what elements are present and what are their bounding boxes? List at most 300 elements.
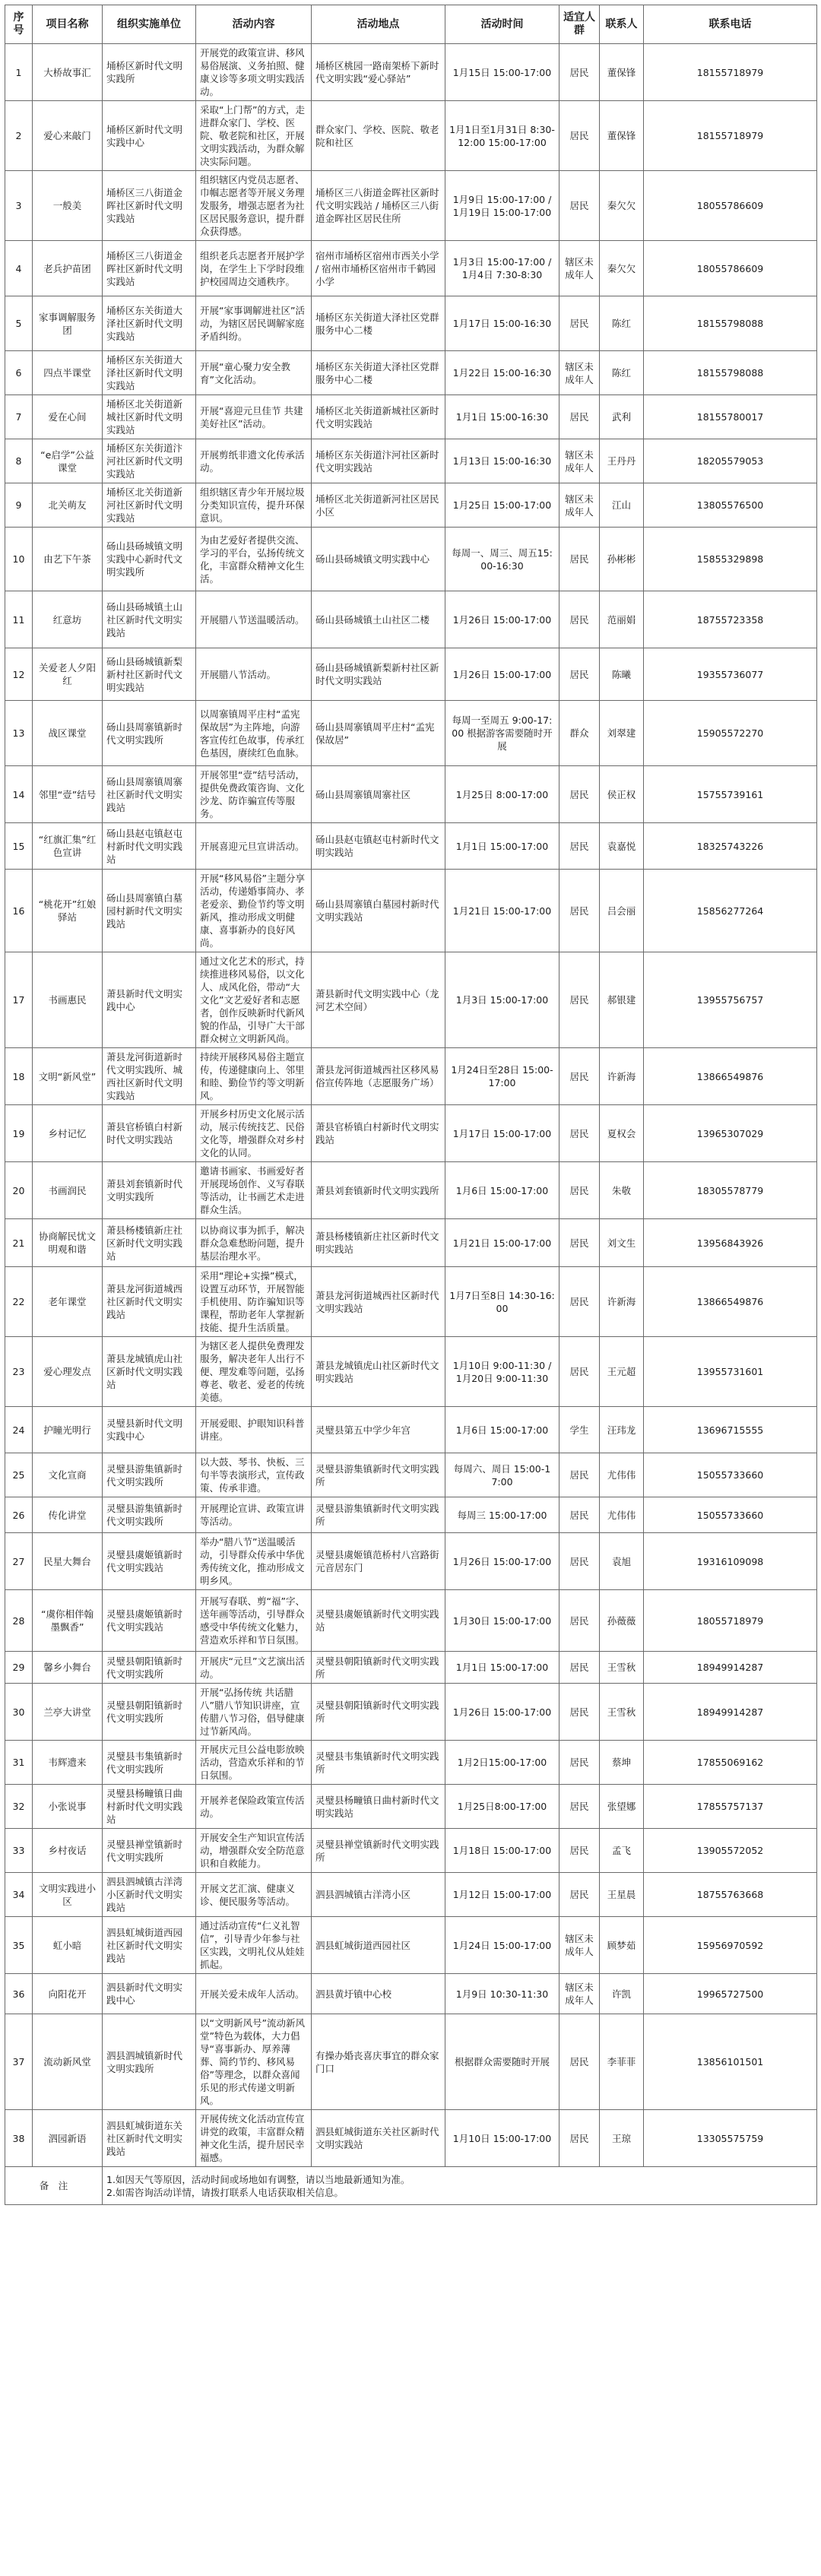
- project-name: 传化讲堂: [33, 1497, 103, 1533]
- row-number: 16: [5, 870, 33, 952]
- activity-place: 灵璧县虞姬镇新时代文明实践站: [312, 1590, 445, 1652]
- project-name: 邻里“壹”结号: [33, 766, 103, 823]
- activity-place: 群众家门、学校、医院、敬老院和社区: [312, 101, 445, 171]
- contact-person: 陈曦: [600, 648, 644, 701]
- project-name: 关爱老人夕阳红: [33, 648, 103, 701]
- activity-content: 持续开展移风易俗主题宣传，传递健康向上、邻里和睦、勤俭节约等文明新风。: [196, 1048, 312, 1105]
- row-number: 34: [5, 1873, 33, 1917]
- contact-phone[interactable]: 13696715555: [644, 1407, 817, 1453]
- table-row: [5, 439, 817, 483]
- contact-phone[interactable]: 15856277264: [644, 870, 817, 952]
- contact-person: 郝银建: [600, 952, 644, 1048]
- activity-content: 采用“理论+实操”模式，设置互动环节，开展智能手机使用、防诈骗知识等课程，帮助老年人掌握新技能、提升生活质量。: [196, 1267, 312, 1337]
- activity-place: 埇桥区东关街道大泽社区党群服务中心二楼: [312, 296, 445, 351]
- table-row: [5, 2014, 817, 2110]
- contact-phone[interactable]: 19316109098: [644, 1533, 817, 1590]
- organizer: 埇桥区东关街道大泽社区新时代文明实践站: [103, 296, 196, 351]
- project-name: 向阳花开: [33, 1974, 103, 2014]
- contact-phone[interactable]: 17855757137: [644, 1785, 817, 1829]
- activity-content: 采取“上门帮”的方式，走进群众家门、学校、医院、敬老院和社区，开展文明实践活动，为群众解决实际问题。: [196, 101, 312, 171]
- activity-content: 开展腊八节送温暖活动。: [196, 591, 312, 648]
- activity-place: 萧县龙河街道城西社区新时代文明实践站: [312, 1267, 445, 1337]
- activity-place: 埇桥区北关街道新河社区居民小区: [312, 483, 445, 528]
- table-row: [5, 1785, 817, 1829]
- table-row: [5, 395, 817, 439]
- activity-time: 1月2日15:00-17:00: [445, 1741, 559, 1785]
- row-number: 32: [5, 1785, 33, 1829]
- contact-phone[interactable]: 18055786609: [644, 241, 817, 296]
- activity-content: 为由艺爱好者提供交流、学习的平台，弘扬传统文化，丰富群众精神文化生活。: [196, 528, 312, 591]
- contact-person: 孙薇薇: [600, 1590, 644, 1652]
- row-number: 33: [5, 1829, 33, 1873]
- row-number: 24: [5, 1407, 33, 1453]
- activity-place: 埇桥区北关街道新城社区新时代文明实践站: [312, 395, 445, 439]
- project-name: 流动新风堂: [33, 2014, 103, 2110]
- activity-content: 开展“移风易俗”主题分享活动，传递婚事简办、孝老爱亲、勤俭节约等文明新风，推动形成文明健康、喜事新办的良好风尚。: [196, 870, 312, 952]
- contact-person: 范丽娟: [600, 591, 644, 648]
- activity-content: 举办“腊八节”送温暖活动，引导群众传承中华优秀传统文化，推动形成文明乡风。: [196, 1533, 312, 1590]
- target-people: 学生: [559, 1407, 600, 1453]
- activity-time: 1月24日至28日 15:00-17:00: [445, 1048, 559, 1105]
- activity-content: 开展庆元旦公益电影放映活动，营造欢乐祥和的节日氛围。: [196, 1741, 312, 1785]
- project-name: 爱心理发点: [33, 1337, 103, 1407]
- activity-time: 每周一、周三、周五15:00-16:30: [445, 528, 559, 591]
- activity-time: 1月17日 15:00-17:00: [445, 1105, 559, 1162]
- contact-person: 许新海: [600, 1048, 644, 1105]
- table-row: [5, 1453, 817, 1497]
- col-header-no: 序号: [5, 5, 33, 44]
- activity-place: 灵璧县游集镇新时代文明实践所: [312, 1497, 445, 1533]
- table-row: [5, 1590, 817, 1652]
- contact-person: 董保锋: [600, 101, 644, 171]
- table-row: [5, 1829, 817, 1873]
- project-name: 乡村夜话: [33, 1829, 103, 1873]
- contact-phone[interactable]: 18055786609: [644, 171, 817, 241]
- target-people: 居民: [559, 1048, 600, 1105]
- table-row: [5, 1917, 817, 1974]
- organizer: 灵璧县朝阳镇新时代文明实践所: [103, 1684, 196, 1741]
- target-people: 居民: [559, 1741, 600, 1785]
- activity-content: 开展养老保险政策宣传活动。: [196, 1785, 312, 1829]
- activity-place: 砀山县周寨镇周寨社区: [312, 766, 445, 823]
- organizer: 埇桥区北关街道新城社区新时代文明实践站: [103, 395, 196, 439]
- contact-person: 王雪秋: [600, 1652, 644, 1684]
- activity-time: 1月25日 8:00-17:00: [445, 766, 559, 823]
- contact-person: 蔡坤: [600, 1741, 644, 1785]
- activity-time: 1月10日 9:00-11:30 / 1月20日 9:00-11:30: [445, 1337, 559, 1407]
- activity-content: 以协商议事为抓手，解决群众急难愁盼问题，提升基层治理水平。: [196, 1219, 312, 1267]
- project-name: 兰亭大讲堂: [33, 1684, 103, 1741]
- contact-person: 张望娜: [600, 1785, 644, 1829]
- contact-person: 李菲菲: [600, 2014, 644, 2110]
- activity-place: 灵璧县游集镇新时代文明实践所: [312, 1453, 445, 1497]
- activity-time: 1月25日 15:00-17:00: [445, 483, 559, 528]
- contact-person: 刘文生: [600, 1219, 644, 1267]
- activity-place: 萧县刘套镇新时代文明实践所: [312, 1162, 445, 1219]
- activity-content: 开展理论宣讲、政策宣讲等活动。: [196, 1497, 312, 1533]
- organizer: 埇桥区新时代文明实践所: [103, 44, 196, 101]
- activity-place: 宿州市埇桥区宿州市西关小学 / 宿州市埇桥区宿州市千鹤园小学: [312, 241, 445, 296]
- organizer: 灵璧县禅堂镇新时代文明实践所: [103, 1829, 196, 1873]
- project-name: 由艺下午茶: [33, 528, 103, 591]
- note-line-2: 2.如需咨询活动详情，请拨打联系人电话获取相关信息。: [106, 2186, 344, 2198]
- activity-time: 1月15日 15:00-17:00: [445, 44, 559, 101]
- activity-content: 开展喜迎元旦宣讲活动。: [196, 823, 312, 870]
- activity-content: 组织辖区内党员志愿者、巾帼志愿者等开展义务理发服务，增强志愿者为社区居民服务意识，提升群众获得感。: [196, 171, 312, 241]
- organizer: 砀山县砀城镇文明实践中心新时代文明实践所: [103, 528, 196, 591]
- contact-person: 董保锋: [600, 44, 644, 101]
- organizer: 萧县龙河街道新时代文明实践所、城西社区新时代文明实践站: [103, 1048, 196, 1105]
- activity-content: 开展写春联、剪“福”字、送年画等活动，引导群众感受中华传统文化魅力，营造欢乐祥和节日氛围。: [196, 1590, 312, 1652]
- contact-phone[interactable]: 13805576500: [644, 483, 817, 528]
- activity-place: 灵璧县朝阳镇新时代文明实践所: [312, 1684, 445, 1741]
- organizer: 萧县新时代文明实践中心: [103, 952, 196, 1048]
- activity-time: 1月25日8:00-17:00: [445, 1785, 559, 1829]
- target-people: 居民: [559, 2014, 600, 2110]
- table-row: [5, 823, 817, 870]
- contact-phone[interactable]: 18155718979: [644, 101, 817, 171]
- table-row: [5, 2110, 817, 2167]
- contact-phone[interactable]: 15905572270: [644, 701, 817, 766]
- table-row: [5, 528, 817, 591]
- table-row: [5, 1162, 817, 1219]
- activity-time: 1月3日 15:00-17:00 / 1月4日 7:30-8:30: [445, 241, 559, 296]
- contact-phone[interactable]: 15755739161: [644, 766, 817, 823]
- activity-content: 开展腊八节活动。: [196, 648, 312, 701]
- notes-label: 备 注: [5, 2167, 103, 2205]
- target-people: 居民: [559, 1497, 600, 1533]
- row-number: 5: [5, 296, 33, 351]
- row-number: 8: [5, 439, 33, 483]
- activity-time: 1月24日 15:00-17:00: [445, 1917, 559, 1974]
- row-number: 9: [5, 483, 33, 528]
- project-name: “桃花开”红娘驿站: [33, 870, 103, 952]
- target-people: 居民: [559, 766, 600, 823]
- target-people: 居民: [559, 1162, 600, 1219]
- contact-phone[interactable]: 15956970592: [644, 1917, 817, 1974]
- organizer: 泗县新时代文明实践中心: [103, 1974, 196, 2014]
- contact-phone[interactable]: 19965727500: [644, 1974, 817, 2014]
- contact-phone[interactable]: 13965307029: [644, 1105, 817, 1162]
- activity-place: 砀山县砀城镇土山社区二楼: [312, 591, 445, 648]
- activity-time: 1月1日 15:00-17:00: [445, 1652, 559, 1684]
- contact-phone[interactable]: 18949914287: [644, 1652, 817, 1684]
- contact-phone[interactable]: 13955731601: [644, 1337, 817, 1407]
- contact-person: 秦欠欠: [600, 171, 644, 241]
- table-row: [5, 1873, 817, 1917]
- activity-content: 通过活动宣传“仁义礼智信”，引导青少年参与社区实践，文明礼仪从娃娃抓起。: [196, 1917, 312, 1974]
- activity-time: 1月9日 10:30-11:30: [445, 1974, 559, 2014]
- contact-person: 王元超: [600, 1337, 644, 1407]
- row-number: 22: [5, 1267, 33, 1337]
- organizer: 灵璧县韦集镇新时代文明实践所: [103, 1741, 196, 1785]
- activity-time: 1月1日至1月31日 8:30-12:00 15:00-17:00: [445, 101, 559, 171]
- row-number: 7: [5, 395, 33, 439]
- row-number: 30: [5, 1684, 33, 1741]
- activity-content: 开展邻里“壹”结号活动，提供免费政策咨询、文化沙龙、防诈骗宣传等服务。: [196, 766, 312, 823]
- row-number: 2: [5, 101, 33, 171]
- contact-person: 汪玮龙: [600, 1407, 644, 1453]
- contact-person: 陈红: [600, 296, 644, 351]
- row-number: 1: [5, 44, 33, 101]
- contact-phone[interactable]: 13856101501: [644, 2014, 817, 2110]
- row-number: 21: [5, 1219, 33, 1267]
- table-row: [5, 648, 817, 701]
- contact-person: 夏权会: [600, 1105, 644, 1162]
- activity-content: 组织辖区青少年开展垃圾分类知识宣传，提升环保意识。: [196, 483, 312, 528]
- organizer: 萧县龙城镇虎山社区新时代文明实践站: [103, 1337, 196, 1407]
- target-people: 居民: [559, 1873, 600, 1917]
- activity-content: 开展文艺汇演、健康义诊、便民服务等活动。: [196, 1873, 312, 1917]
- organizer: 砀山县周寨镇周寨社区新时代文明实践站: [103, 766, 196, 823]
- activity-content: 开展安全生产知识宣传活动，增强群众安全防范意识和自救能力。: [196, 1829, 312, 1873]
- activity-time: 1月26日 15:00-17:00: [445, 1684, 559, 1741]
- contact-phone[interactable]: 15855329898: [644, 528, 817, 591]
- activity-place: 砀山县赵屯镇赵屯村新时代文明实践站: [312, 823, 445, 870]
- activity-place: 灵璧县朝阳镇新时代文明实践所: [312, 1652, 445, 1684]
- activity-place: 泗县虹城街道西园社区: [312, 1917, 445, 1974]
- organizer: 萧县官桥镇白村新时代文明实践站: [103, 1105, 196, 1162]
- activity-time: 每周一至周五 9:00-17:00 根据游客需要随时开展: [445, 701, 559, 766]
- contact-person: 侯正权: [600, 766, 644, 823]
- row-number: 12: [5, 648, 33, 701]
- activity-content: 开展传统文化活动宣传宣讲党的政策，丰富群众精神文化生活，提升居民幸福感。: [196, 2110, 312, 2167]
- row-number: 19: [5, 1105, 33, 1162]
- col-header-contact: 联系人: [600, 5, 644, 44]
- table-row: [5, 870, 817, 952]
- project-name: 协商解民忧文明观和谐: [33, 1219, 103, 1267]
- contact-person: 武利: [600, 395, 644, 439]
- col-header-people: 适宜人群: [559, 5, 600, 44]
- project-name: 爱在心间: [33, 395, 103, 439]
- row-number: 27: [5, 1533, 33, 1590]
- row-number: 18: [5, 1048, 33, 1105]
- activity-time: 1月13日 15:00-16:30: [445, 439, 559, 483]
- contact-person: 孙彬彬: [600, 528, 644, 591]
- row-number: 6: [5, 351, 33, 395]
- activity-content: 开展“童心聚力安全教育”文化活动。: [196, 351, 312, 395]
- col-header-place: 活动地点: [312, 5, 445, 44]
- activity-content: 开展党的政策宣讲、移风易俗展演、义务拍照、健康义诊等多项文明实践活动。: [196, 44, 312, 101]
- contact-person: 袁旭: [600, 1533, 644, 1590]
- activity-content: 开展关爱未成年人活动。: [196, 1974, 312, 2014]
- activity-place: 萧县官桥镇白村新时代文明实践站: [312, 1105, 445, 1162]
- contact-person: 王雪秋: [600, 1684, 644, 1741]
- project-name: 文明“新风堂”: [33, 1048, 103, 1105]
- activity-content: 开展剪纸非遗文化传承活动。: [196, 439, 312, 483]
- contact-phone[interactable]: 18305578779: [644, 1162, 817, 1219]
- contact-phone[interactable]: 13905572052: [644, 1829, 817, 1873]
- contact-person: 王琼: [600, 2110, 644, 2167]
- table-row: [5, 701, 817, 766]
- table-row: [5, 591, 817, 648]
- activity-place: 有操办婚丧喜庆事宜的群众家门口: [312, 2014, 445, 2110]
- organizer: 砀山县砀城镇新梨新村社区新时代文明实践站: [103, 648, 196, 701]
- target-people: 居民: [559, 395, 600, 439]
- table-row: [5, 1407, 817, 1453]
- table-row: [5, 1497, 817, 1533]
- row-number: 15: [5, 823, 33, 870]
- target-people: 居民: [559, 296, 600, 351]
- organizer: 灵璧县新时代文明实践中心: [103, 1407, 196, 1453]
- activity-content: 通过文化艺术的形式，持续推进移风易俗，以文化人、成风化俗，带动“大文化”文艺爱好者和志愿者，创作反映新时代新风貌的作品，引导广大干部群众树立文明新风尚。: [196, 952, 312, 1048]
- organizer: 萧县杨楼镇新庄社区新时代文明实践站: [103, 1219, 196, 1267]
- contact-phone[interactable]: 13305575759: [644, 2110, 817, 2167]
- activity-time: 1月21日 15:00-17:00: [445, 870, 559, 952]
- activity-content: 以周寨镇周平庄村“孟宪保故居”为主阵地，向游客宣传红色故事，传承红色基因，赓续红色血脉。: [196, 701, 312, 766]
- organizer: 泗县泗城镇新时代文明实践所: [103, 2014, 196, 2110]
- contact-phone[interactable]: 13956843926: [644, 1219, 817, 1267]
- activity-place: 萧县杨楼镇新庄社区新时代文明实践站: [312, 1219, 445, 1267]
- contact-phone[interactable]: 18155798088: [644, 296, 817, 351]
- table-row: [5, 952, 817, 1048]
- activity-time: 1月22日 15:00-16:30: [445, 351, 559, 395]
- contact-phone[interactable]: 13866549876: [644, 1048, 817, 1105]
- activity-content: 开展“弘扬传统 共话腊八”腊八节知识讲座，宣传腊八节习俗，倡导健康过节新风尚。: [196, 1684, 312, 1741]
- target-people: 居民: [559, 1105, 600, 1162]
- target-people: 辖区未成年人: [559, 1974, 600, 2014]
- table-row: [5, 1048, 817, 1105]
- target-people: 居民: [559, 591, 600, 648]
- activity-place: 埇桥区东关街道汴河社区新时代文明实践站: [312, 439, 445, 483]
- col-header-name: 项目名称: [33, 5, 103, 44]
- contact-person: 秦欠欠: [600, 241, 644, 296]
- notes-content: [103, 2167, 817, 2205]
- activity-place: 泗县黄圩镇中心校: [312, 1974, 445, 2014]
- table-row: [5, 1105, 817, 1162]
- row-number: 3: [5, 171, 33, 241]
- contact-phone[interactable]: 17855069162: [644, 1741, 817, 1785]
- contact-phone[interactable]: 18949914287: [644, 1684, 817, 1741]
- row-number: 25: [5, 1453, 33, 1497]
- organizer: 泗县泗城镇古洋湾小区新时代文明实践站: [103, 1873, 196, 1917]
- organizer: 灵璧县朝阳镇新时代文明实践所: [103, 1652, 196, 1684]
- target-people: 居民: [559, 171, 600, 241]
- table-row: [5, 296, 817, 351]
- activity-place: 萧县新时代文明实践中心（龙河艺术空间）: [312, 952, 445, 1048]
- contact-phone[interactable]: 18325743226: [644, 823, 817, 870]
- organizer: 埇桥区北关街道新河社区新时代文明实践站: [103, 483, 196, 528]
- contact-phone[interactable]: 18055718979: [644, 1590, 817, 1652]
- activity-place: 灵璧县禅堂镇新时代文明实践所: [312, 1829, 445, 1873]
- row-number: 26: [5, 1497, 33, 1533]
- contact-person: 朱敬: [600, 1162, 644, 1219]
- organizer: 萧县刘套镇新时代文明实践所: [103, 1162, 196, 1219]
- activity-place: 灵璧县杨疃镇日曲村新时代文明实践站: [312, 1785, 445, 1829]
- organizer: 埇桥区东关街道汴河社区新时代文明实践站: [103, 439, 196, 483]
- row-number: 17: [5, 952, 33, 1048]
- activity-content: 开展爱眼、护眼知识科普讲座。: [196, 1407, 312, 1453]
- target-people: 辖区未成年人: [559, 439, 600, 483]
- activity-content: 组织老兵志愿者开展护学岗，在学生上下学时段维护校园周边交通秩序。: [196, 241, 312, 296]
- activity-time: 1月1日 15:00-16:30: [445, 395, 559, 439]
- row-number: 4: [5, 241, 33, 296]
- table-row: [5, 1267, 817, 1337]
- contact-phone[interactable]: 18205579053: [644, 439, 817, 483]
- project-name: 北关萌友: [33, 483, 103, 528]
- contact-phone[interactable]: 18755763668: [644, 1873, 817, 1917]
- table-row: [5, 1652, 817, 1684]
- project-name: 民星大舞台: [33, 1533, 103, 1590]
- activity-place: 萧县龙城镇虎山社区新时代文明实践站: [312, 1337, 445, 1407]
- contact-phone[interactable]: 19355736077: [644, 648, 817, 701]
- activity-table: [5, 5, 817, 2205]
- table-row: [5, 1219, 817, 1267]
- organizer: 灵璧县虞姬镇新时代文明实践站: [103, 1533, 196, 1590]
- contact-phone[interactable]: 18155798088: [644, 351, 817, 395]
- contact-phone[interactable]: 13955756757: [644, 952, 817, 1048]
- activity-time: 1月18日 15:00-17:00: [445, 1829, 559, 1873]
- target-people: 居民: [559, 1267, 600, 1337]
- project-name: 老年课堂: [33, 1267, 103, 1337]
- organizer: 砀山县周寨镇白墓园村新时代文明实践站: [103, 870, 196, 952]
- target-people: 居民: [559, 648, 600, 701]
- col-header-phone: 联系电话: [644, 5, 817, 44]
- target-people: 群众: [559, 701, 600, 766]
- contact-phone[interactable]: 15055733660: [644, 1453, 817, 1497]
- target-people: 居民: [559, 1337, 600, 1407]
- project-name: “红旗汇集”红色宣讲: [33, 823, 103, 870]
- target-people: 居民: [559, 1652, 600, 1684]
- organizer: 泗县虹城街道西园社区新时代文明实践站: [103, 1917, 196, 1974]
- table-row: [5, 1533, 817, 1590]
- activity-time: 1月10日 15:00-17:00: [445, 2110, 559, 2167]
- target-people: 居民: [559, 1785, 600, 1829]
- row-number: 35: [5, 1917, 33, 1974]
- table-row: [5, 766, 817, 823]
- activity-place: 砀山县周寨镇白墓园村新时代文明实践站: [312, 870, 445, 952]
- target-people: 居民: [559, 1453, 600, 1497]
- activity-time: 每周三 15:00-17:00: [445, 1497, 559, 1533]
- table-row: [5, 171, 817, 241]
- project-name: 韦辉遗来: [33, 1741, 103, 1785]
- activity-time: 1月26日 15:00-17:00: [445, 1533, 559, 1590]
- contact-person: 许凯: [600, 1974, 644, 2014]
- activity-time: 1月26日 15:00-17:00: [445, 648, 559, 701]
- contact-phone[interactable]: 13866549876: [644, 1267, 817, 1337]
- row-number: 14: [5, 766, 33, 823]
- contact-phone[interactable]: 18155780017: [644, 395, 817, 439]
- table-header-row: [5, 5, 817, 44]
- organizer: 砀山县赵屯镇赵屯村新时代文明实践站: [103, 823, 196, 870]
- activity-time: 1月17日 15:00-16:30: [445, 296, 559, 351]
- project-name: 文化宣商: [33, 1453, 103, 1497]
- target-people: 居民: [559, 2110, 600, 2167]
- contact-phone[interactable]: 18155718979: [644, 44, 817, 101]
- target-people: 居民: [559, 1684, 600, 1741]
- activity-time: 1月21日 15:00-17:00: [445, 1219, 559, 1267]
- activity-place: 灵璧县韦集镇新时代文明实践所: [312, 1741, 445, 1785]
- contact-person: 陈红: [600, 351, 644, 395]
- activity-place: 泗县泗城镇古洋湾小区: [312, 1873, 445, 1917]
- target-people: 辖区未成年人: [559, 483, 600, 528]
- activity-content: 开展“家事调解进社区”活动，为辖区居民调解家庭矛盾纠纷。: [196, 296, 312, 351]
- project-name: 小张说事: [33, 1785, 103, 1829]
- target-people: 居民: [559, 1590, 600, 1652]
- target-people: 居民: [559, 952, 600, 1048]
- activity-time: 1月7日至8日 14:30-16:00: [445, 1267, 559, 1337]
- row-number: 10: [5, 528, 33, 591]
- contact-person: 王丹丹: [600, 439, 644, 483]
- contact-phone[interactable]: 18755723358: [644, 591, 817, 648]
- organizer: 埇桥区三八街道金晖社区新时代文明实践站: [103, 241, 196, 296]
- activity-place: 埇桥区三八街道金晖社区新时代文明实践站 / 埇桥区三八街道金晖社区居民住所: [312, 171, 445, 241]
- project-name: 馨乡小舞台: [33, 1652, 103, 1684]
- target-people: 居民: [559, 1533, 600, 1590]
- col-header-time: 活动时间: [445, 5, 559, 44]
- notes-row: [5, 2167, 817, 2205]
- contact-phone[interactable]: 15055733660: [644, 1497, 817, 1533]
